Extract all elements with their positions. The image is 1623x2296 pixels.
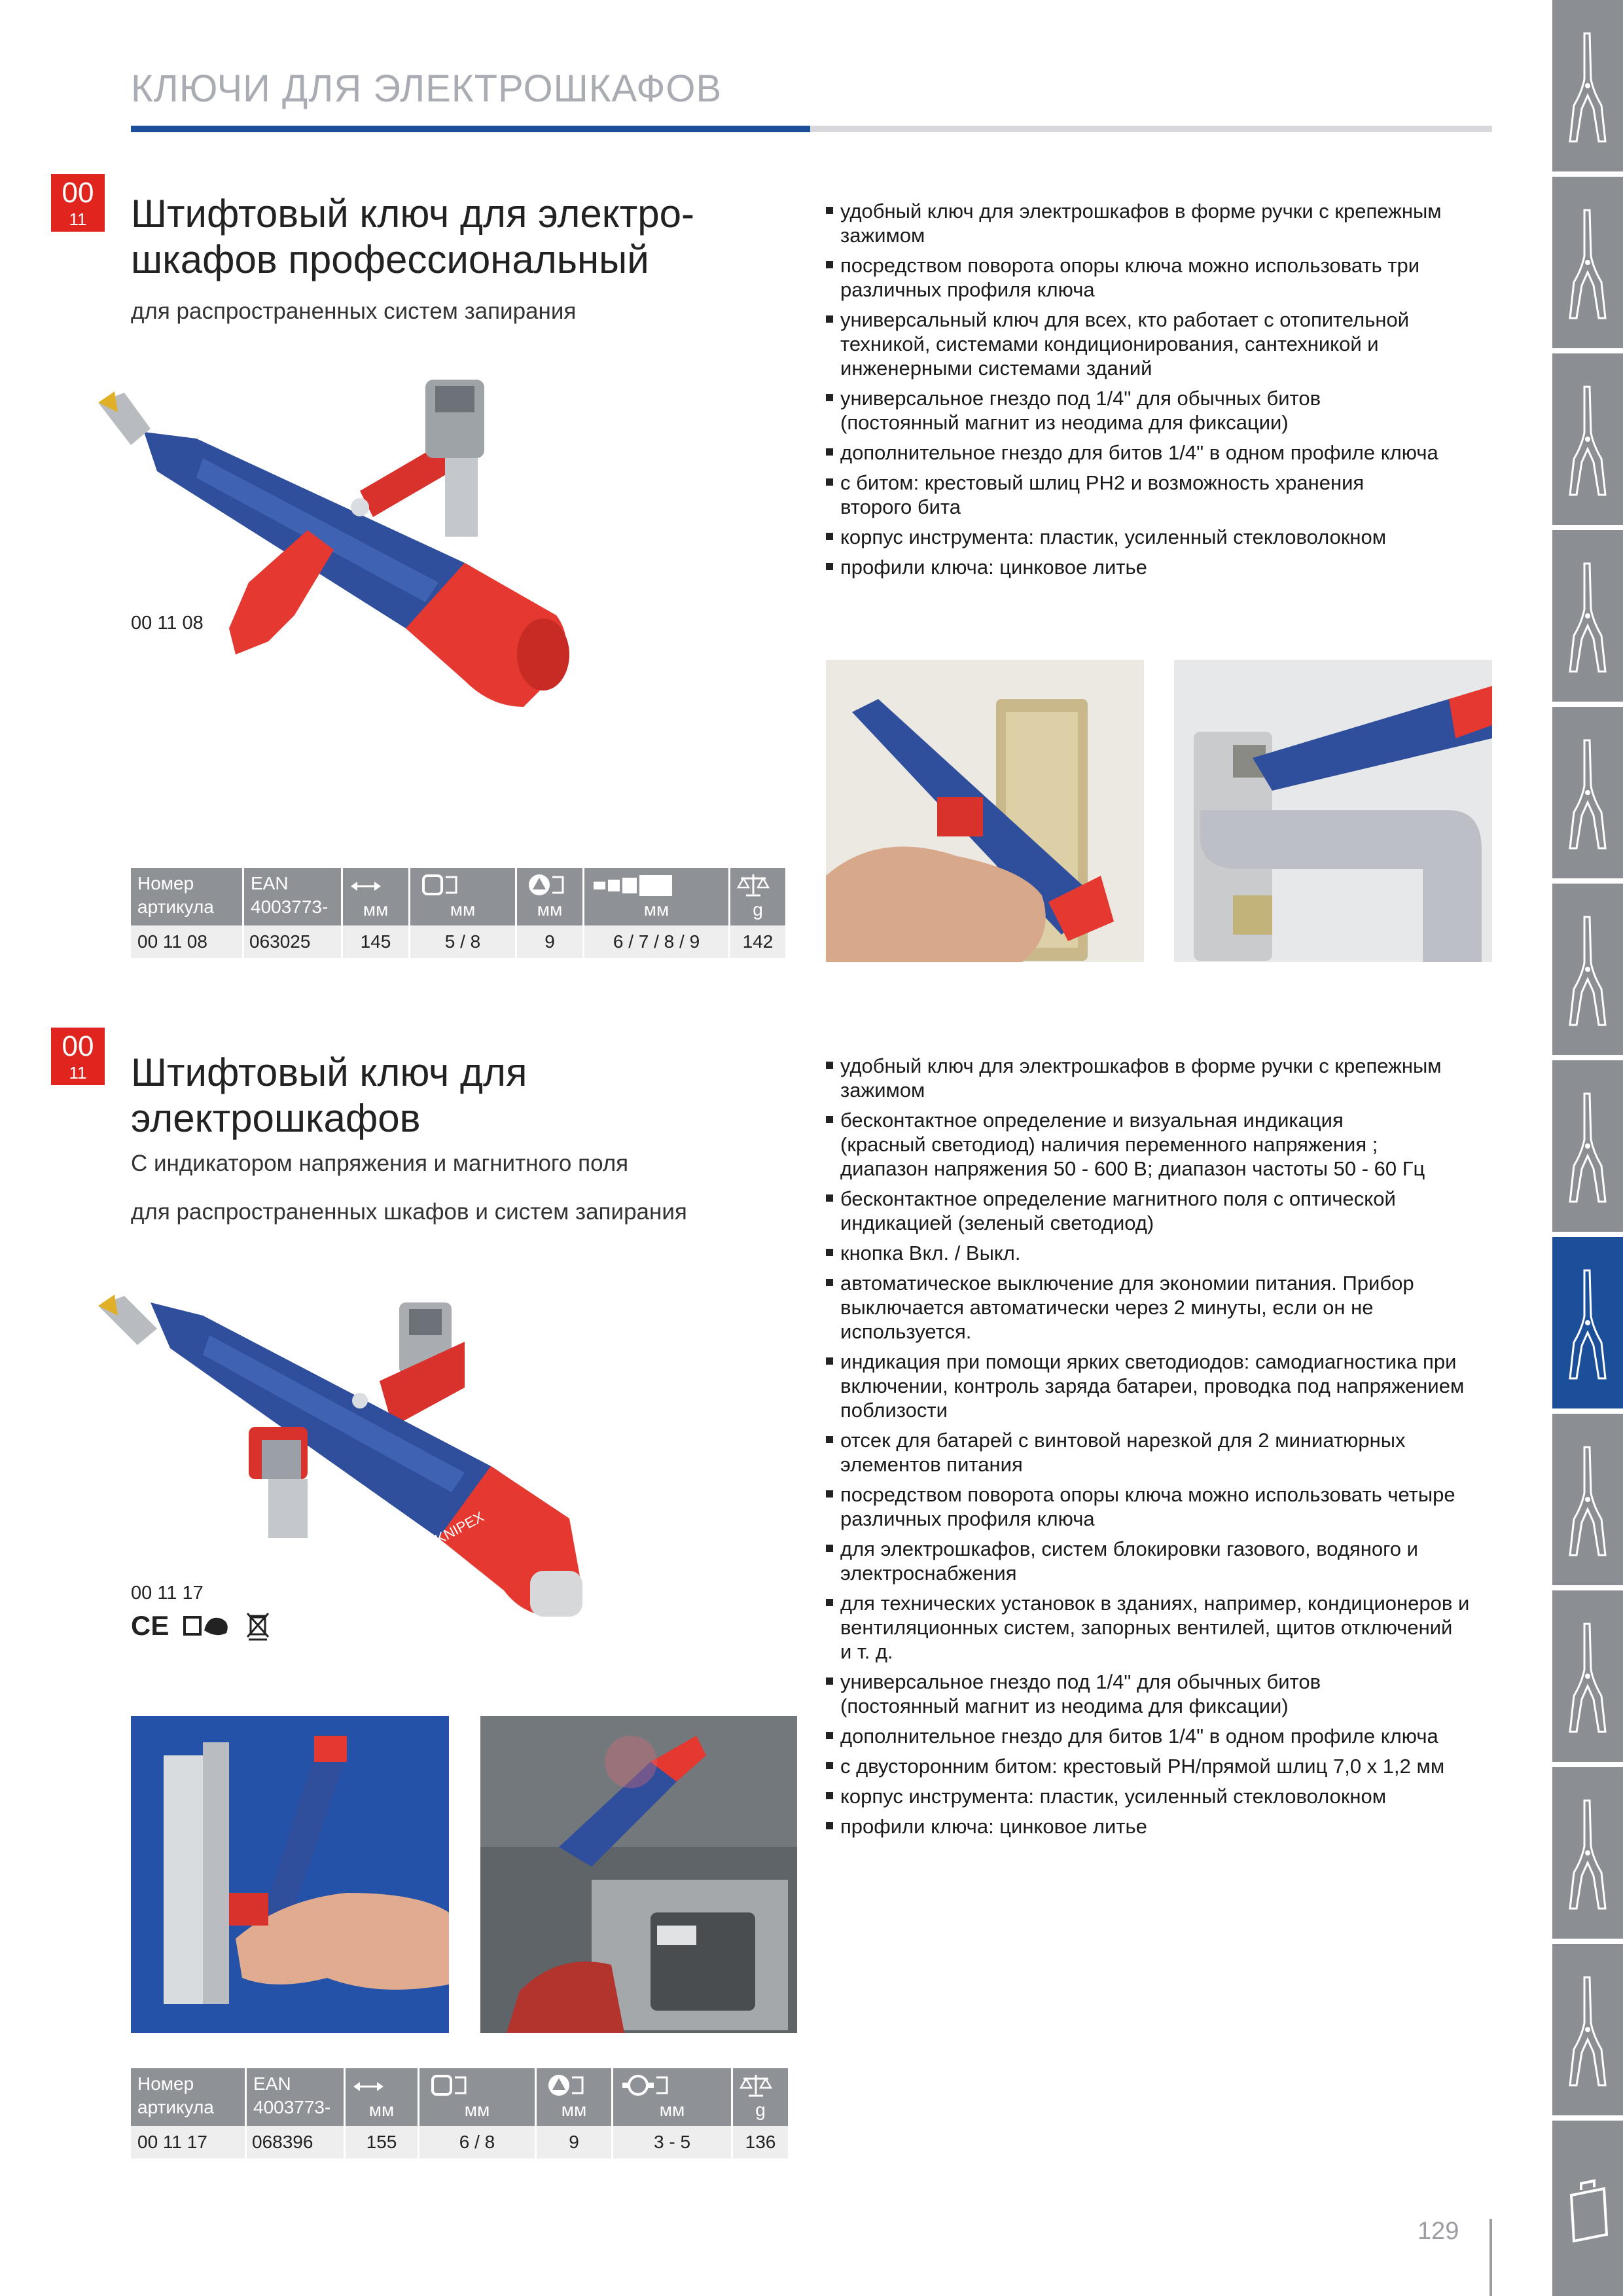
triangle-profile-icon bbox=[524, 872, 569, 898]
col-weight: g bbox=[732, 2068, 789, 2126]
triangle-profile-icon bbox=[543, 2072, 589, 2098]
battery-included-icon bbox=[182, 1611, 232, 1641]
table-row: 00 11 08 063025 145 5 / 8 9 6 / 7 / 8 / 9 142 bbox=[131, 925, 785, 958]
col-square-profile: мм bbox=[419, 2068, 536, 2126]
usage-photo-door bbox=[826, 660, 1144, 962]
usage-photo-blue-cabinet bbox=[131, 1716, 449, 2033]
col-double-bit-profile: мм bbox=[613, 2068, 732, 2126]
sidebar-tab[interactable] bbox=[1552, 1060, 1623, 1232]
feature-item: профили ключа: цинковое литье bbox=[826, 555, 1487, 579]
feature-item: индикация при помощи ярких светодиодов: самодиагностика при включении, контроль заряда батареи, проводка под напряжением поблизости bbox=[826, 1350, 1493, 1422]
page-number-divider bbox=[1489, 2219, 1492, 2296]
usage-photo-switchbox bbox=[480, 1716, 797, 2033]
length-icon bbox=[352, 2072, 385, 2098]
feature-item: дополнительное гнездо для битов 1/4" в одном профиле ключа bbox=[826, 440, 1487, 465]
end-cutting-pliers-icon bbox=[1565, 727, 1611, 858]
crimping-pliers-icon bbox=[1565, 197, 1611, 328]
sidebar-tab[interactable] bbox=[1552, 1414, 1623, 1585]
brand-label: KNIPEX bbox=[432, 1508, 487, 1548]
feature-item: корпус инструмента: пластик, усиленный стекловолокном bbox=[826, 1784, 1493, 1808]
pliers-icon bbox=[1565, 20, 1611, 151]
square-profile-icon bbox=[426, 2072, 472, 2098]
spec-table bbox=[131, 2068, 788, 2159]
col-length: мм bbox=[342, 868, 410, 925]
col-length: мм bbox=[345, 2068, 419, 2126]
sidebar-tab[interactable] bbox=[1552, 1237, 1623, 1408]
snipe-nose-pliers-icon bbox=[1565, 1964, 1611, 2095]
needle-nose-pliers-icon bbox=[1565, 550, 1611, 681]
certification-marks bbox=[131, 1610, 271, 1641]
col-article: Номер артикула bbox=[131, 868, 243, 925]
col-article: Номер артикула bbox=[131, 2068, 246, 2126]
feature-list bbox=[826, 1054, 1493, 1844]
weight-scale-icon bbox=[737, 872, 770, 898]
ce-mark-icon: CE bbox=[131, 1610, 169, 1641]
cable-shears-icon bbox=[1565, 1434, 1611, 1565]
tool-case-icon bbox=[1565, 2143, 1611, 2274]
feature-item: для технических установок в зданиях, например, кондиционеров и вентиляционных систем, запорных вентилей, щитов отключений и т. д. bbox=[826, 1591, 1493, 1664]
feature-item: посредством поворота опоры ключа можно использовать три различных профиля ключа bbox=[826, 253, 1487, 302]
feature-item: профили ключа: цинковое литье bbox=[826, 1814, 1493, 1839]
feature-item: универсальный ключ для всех, кто работает с отопительной техникой, системами кондиционирования, сантехникой и инженерными системами зданий bbox=[826, 308, 1487, 380]
feature-item: автоматическое выключение для экономии питания. Прибор выключается автоматически через 2 минуты, если он не используется. bbox=[826, 1271, 1493, 1344]
sidebar-tab[interactable] bbox=[1552, 1944, 1623, 2115]
feature-item: универсальное гнездо под 1/4" для обычных битов (постоянный магнит из неодима для фиксации) bbox=[826, 1670, 1493, 1718]
product-title: Штифтовый ключ для электро- шкафов профессиональный bbox=[131, 192, 694, 281]
feature-item: бесконтактное определение и визуальная индикация (красный светодиод) наличия переменного напряжения ; диапазон напряжения 50 - 600 В; диапазон частоты 50 - 60 Гц bbox=[826, 1108, 1493, 1181]
feature-item: корпус инструмента: пластик, усиленный стекловолокном bbox=[826, 525, 1487, 549]
product-subtitle: для распространенных систем запирания bbox=[131, 298, 577, 324]
feature-item: для электрошкафов, систем блокировки газового, водяного и электроснабжения bbox=[826, 1537, 1493, 1585]
sidebar-tab[interactable] bbox=[1552, 1767, 1623, 1939]
water-pump-pliers-icon bbox=[1565, 1081, 1611, 1211]
square-profile-icon bbox=[417, 872, 463, 898]
feature-item: с двусторонним битом: крестовый PH/прямой шлиц 7,0 x 1,2 мм bbox=[826, 1754, 1493, 1778]
sidebar-tab[interactable] bbox=[1552, 1590, 1623, 1762]
feature-item: дополнительное гнездо для битов 1/4" в одном профиле ключа bbox=[826, 1724, 1493, 1748]
feature-list bbox=[826, 199, 1487, 585]
usage-photo-handle bbox=[1174, 660, 1492, 962]
feature-item: универсальное гнездо под 1/4" для обычных битов (постоянный магнит из неодима для фиксации) bbox=[826, 386, 1487, 435]
col-square-profile: мм bbox=[410, 868, 516, 925]
feature-item: с битом: крестовый шлиц PH2 и возможность хранения второго бита bbox=[826, 471, 1487, 519]
product-title: Штифтовый ключ для электрошкафов bbox=[131, 1050, 527, 1140]
double-bit-profile-icon bbox=[620, 2072, 672, 2098]
header-divider-accent bbox=[131, 126, 810, 132]
col-weight: g bbox=[730, 868, 786, 925]
sidebar-tab[interactable] bbox=[1552, 530, 1623, 702]
spec-table bbox=[131, 868, 785, 958]
diagonal-cutters-icon bbox=[1565, 904, 1611, 1035]
section-header-title: КЛЮЧИ ДЛЯ ЭЛЕКТРОШКАФОВ bbox=[131, 67, 722, 110]
feature-item: бесконтактное определение магнитного поля с оптической индикацией (зеленый светодиод) bbox=[826, 1187, 1493, 1235]
sidebar-tab[interactable] bbox=[1552, 2121, 1623, 2296]
length-icon bbox=[349, 872, 382, 898]
wire-stripper-icon bbox=[1565, 1787, 1611, 1918]
table-row: 00 11 17 068396 155 6 / 8 9 3 - 5 136 bbox=[131, 2126, 788, 2159]
feature-item: удобный ключ для электрошкафов в форме ручки с крепежным зажимом bbox=[826, 1054, 1493, 1102]
col-ean: EAN 4003773- bbox=[243, 868, 342, 925]
page-number: 129 bbox=[1418, 2217, 1459, 2245]
article-number: 00 11 17 bbox=[131, 1583, 204, 1604]
crimp-tool-icon bbox=[1565, 1611, 1611, 1742]
feature-item: посредством поворота опоры ключа можно использовать четыре различных профиля ключа bbox=[826, 1482, 1493, 1531]
weee-bin-icon bbox=[245, 1611, 271, 1641]
col-ean: EAN 4003773- bbox=[246, 2068, 345, 2126]
category-badge: 00 11 bbox=[51, 1028, 105, 1085]
product-subtitle-2: для распространенных шкафов и систем запирания bbox=[131, 1199, 687, 1225]
feature-item: кнопка Вкл. / Выкл. bbox=[826, 1241, 1493, 1265]
sidebar-tab[interactable] bbox=[1552, 0, 1623, 171]
col-stepped-profile: мм bbox=[584, 868, 730, 925]
sidebar-tab[interactable] bbox=[1552, 353, 1623, 525]
long-nose-pliers-icon bbox=[1565, 374, 1611, 505]
category-badge: 00 11 bbox=[51, 174, 105, 232]
weight-scale-icon bbox=[740, 2072, 772, 2098]
col-triangle-profile: мм bbox=[536, 2068, 613, 2126]
sidebar-tab[interactable] bbox=[1552, 177, 1623, 348]
feature-item: отсек для батарей с винтовой нарезкой для 2 миниатюрных элементов питания bbox=[826, 1428, 1493, 1477]
stepped-key-icon bbox=[591, 872, 676, 898]
electrician-tools-icon bbox=[1565, 1257, 1611, 1388]
sidebar-tab[interactable] bbox=[1552, 707, 1623, 878]
feature-item: удобный ключ для электрошкафов в форме ручки с крепежным зажимом bbox=[826, 199, 1487, 247]
article-number: 00 11 08 bbox=[131, 613, 204, 634]
sidebar-tab[interactable] bbox=[1552, 884, 1623, 1055]
product-subtitle: С индикатором напряжения и магнитного поля bbox=[131, 1151, 629, 1176]
col-triangle-profile: мм bbox=[516, 868, 584, 925]
product-image-pin-key bbox=[98, 367, 674, 720]
